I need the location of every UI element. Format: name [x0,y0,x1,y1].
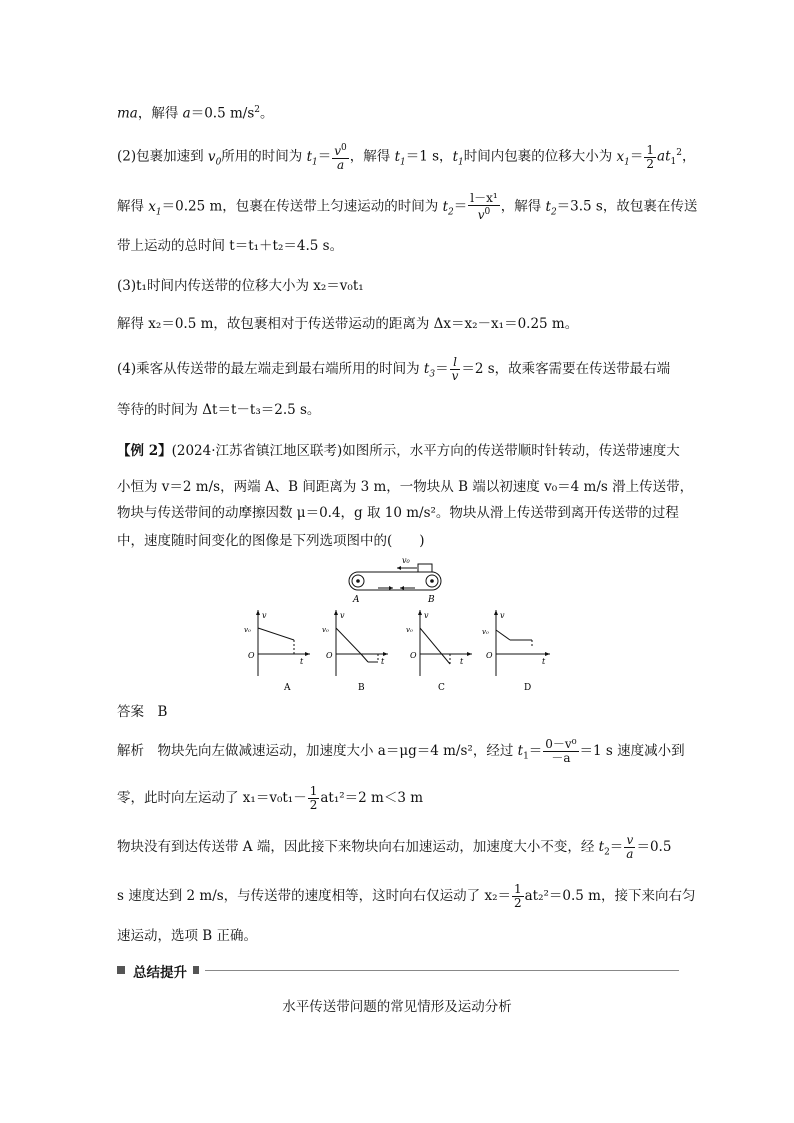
superscript: 2 [254,105,260,115]
option-label-b: B [358,683,365,693]
end-label-a: A [353,595,360,605]
analysis-line-2 [117,785,423,812]
example-tag: 【例 2】 [117,443,172,459]
var-x1: $x_1$ [616,148,630,168]
var-t1: $t_1$ [452,148,464,168]
graph-option-c [406,610,472,693]
text: ＝0.5 [636,839,672,855]
axis-t-label: t [300,657,304,666]
origin-label: O [410,651,417,660]
var-t2: $t_2$ [545,198,557,218]
fraction-half: $\frac{1}{2}$ [646,142,655,171]
text-ma: ma [117,105,138,122]
text: ，解得 [349,148,395,165]
block-velocity-label: v₀ [402,556,410,565]
text: at₁²＝2 m＜3 m [320,790,424,806]
text-a: a [182,105,191,122]
axis-v-label: v [340,611,345,620]
graph-option-d [482,610,550,693]
fraction-v0-over-a: $\frac{v^0}{a}$ [334,143,347,172]
summary-label: 总结提升 [133,965,187,981]
analysis-line-5: 速运动，选项 B 正确。 [117,928,258,944]
analysis-line-1: 解析 物块先向左做减速运动，加速度大小 a＝μg＝4 m/s²，经过 $t_1=$ $\frac{\text{0－v⁰}}{-a}$ ＝1 s 速度减小到 [117,737,685,765]
var-t1: $t_1$ [306,148,318,168]
fraction-l-minus-x1-over-v0: $\frac{\text{l－x¹}}{v^0}$ [470,191,498,222]
text: 解析 物块先向左做减速运动，加速度大小 a＝μg＝4 m/s²，经过 [117,743,518,759]
summary-marker-end [193,966,199,974]
v0-label: v₀ [244,626,251,634]
analysis-line-3: 物块没有到达传送带 A 端，因此接下来物块向右加速运动，加速度大小不变，经 $t_2=$ $\frac{v}{a}$ ＝0.5 [117,833,672,861]
text: ，解得 [137,105,183,122]
option-label-c: C [438,683,445,693]
example-line-2: 小恒为 v＝2 m/s，两端 A、B 间距离为 3 m，一物块从 B 端以初速度 v₀＝4 m/s 滑上传送带， [117,479,694,495]
axis-t-label: t [381,657,385,666]
option-label-a: A [284,683,291,693]
text: ，解得 [500,198,546,215]
summary-rule [205,970,679,971]
analysis-line-4 [117,883,695,910]
text: s 速度达到 2 m/s，与传送带的速度相等，这时向右仅运动了 x₂＝ [117,888,511,904]
fraction-l-over-v: $\frac{l}{v}$ [451,355,459,383]
axis-v-label: v [262,611,267,620]
solution-line-7: (4)乘客从传送带的最左端走到最右端所用的时间为 $t_3=$ $\frac{l}{v}$ ＝2 s，故乘客需要在传送带最右端 [117,355,671,383]
solution-line-2: (2)包裹加速到 $v_0$所用的时间为 $t_1=$ $\frac{v^0}{a}$ ，解得 $t_1=1$ s，$t_1$时间内包裹的位移大小为 $x_1=$ $\frac{1}{2}$ $at_1^2$， [117,142,696,172]
text: ＝2 s，故乘客需要在传送带最右端 [461,361,671,377]
fraction-t1: $\frac{\text{0－v⁰}}{-a}$ [545,737,577,765]
answer-line [117,702,167,722]
origin-label: O [486,651,493,660]
example-line-3: 物块与传送带间的动摩擦因数 μ＝0.4，g 取 10 m/s²。物块从滑上传送带到离开传送带的过程 [117,505,679,521]
answer-label: 答案 [117,704,144,720]
example-line-1 [117,441,680,461]
text: 时间内包裹的位移大小为 [463,148,617,165]
var-v0: $v_0$ [207,148,222,168]
end-label-b: B [428,595,435,605]
solution-line-8: 等待的时间为 Δt＝t－t₃＝2.5 s。 [117,402,321,418]
conveyor-belt-figure [345,556,445,608]
answer-value: B [157,704,168,720]
option-graphs [240,608,560,696]
text: ＝1 s， [405,148,453,165]
text: 物块没有到达传送带 A 端，因此接下来物块向右加速运动，加速度大小不变，经 [117,839,599,855]
axis-t-label: t [542,657,546,666]
graph-option-a [244,610,310,693]
var-t1: $t_1$ [394,148,406,168]
axis-t-label: t [460,657,464,666]
fraction-half: $\frac{1}{2}$ [309,784,318,812]
text: (2024·江苏省镇江地区联考)如图所示，水平方向的传送带顺时针转动，传送带速度大 [171,443,680,459]
var-t2: $t_2$ [442,198,454,218]
summary-marker [117,966,125,974]
v0-label: v₀ [322,626,329,634]
fraction-half: $\frac{1}{2}$ [513,882,522,910]
var-t3: $t_3$ [423,361,436,380]
v0-label: v₀ [482,628,489,636]
axis-v-label: v [424,611,429,620]
v0-label: v₀ [406,626,413,634]
text: ＝0.25 m，包裹在传送带上匀速运动的时间为 [161,198,443,215]
graph-option-b [322,610,388,693]
text: ， [681,148,696,165]
solution-line-5: (3)t₁时间内传送带的位移大小为 x₂＝v₀t₁ [117,278,364,294]
text: 零，此时向左运动了 x₁＝v₀t₁－ [117,790,307,806]
text: ＝3.5 s，故包裹在传送 [556,198,698,215]
solution-line-3: 解得 $x_1=0.25$ m，包裹在传送带上匀速运动的时间为 $t_2=$ $\frac{\text{l－x¹}}{v^0}$ ，解得 $t_2=3.5$ s，故包裹在传送 [117,191,698,222]
solution-line-6: 解得 x₂＝0.5 m，故包裹相对于传送带运动的距离为 Δx＝x₂－x₁＝0.25 m。 [117,316,579,332]
axis-v-label: v [500,611,505,620]
text: ＝1 s 速度减小到 [579,743,685,759]
origin-label: O [248,651,255,660]
text: 所用的时间为 [221,148,307,165]
text: 解得 [117,198,149,215]
text: ＝0.5 m/s [190,105,255,122]
fraction-v-over-a: $\frac{v}{a}$ [626,833,634,861]
example-line-4: 中，速度随时间变化的图像是下列选项图中的( ) [117,533,425,549]
option-label-d: D [524,683,532,693]
text: at₂²＝0.5 m，接下来向右匀 [524,888,696,904]
summary-header [117,961,679,979]
origin-label: O [326,651,333,660]
summary-title: 水平传送带问题的常见情形及运动分析 [282,999,512,1015]
solution-line-4: 带上运动的总时间 t＝t₁＋t₂＝4.5 s。 [117,238,344,254]
text: 。 [260,105,274,122]
text: (2)包裹加速到 [117,148,208,165]
text: (4)乘客从传送带的最左端走到最右端所用的时间为 [117,361,424,377]
var-x1: $x_1$ [148,198,162,218]
solution-line-1 [117,100,274,124]
